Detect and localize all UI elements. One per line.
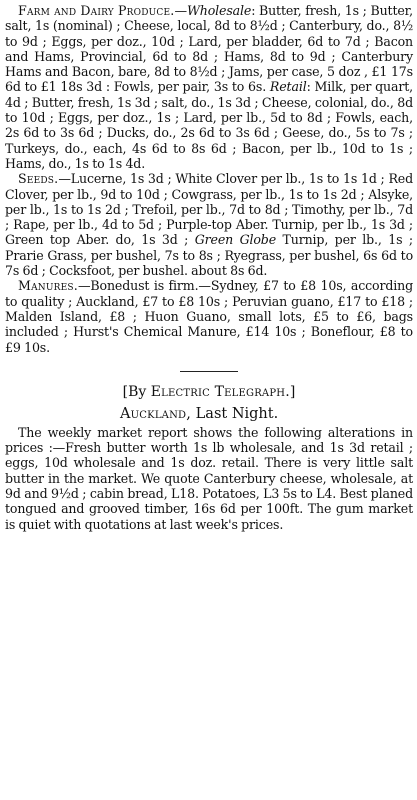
telegraph-title: Electric Telegraph. [150, 383, 290, 400]
farm-retail-prices: : Milk, per quart, 4d ; Butter, fresh, 1s 3d ; salt, do., 1s 3d ; Cheese, colonial, do., 8d to 10d ; Eggs, per doz., 1s ; Lard, per lb., 5d to 8d ; Fowls, each, 2s 6d to 3s 6d ; Ducks, do., 2s 6d to 3s 6d ; Geese, do., 5s to 7s ; Turkeys, do., each, 4s 6d to 8s 6d ; Bacon, per lb., 10d to 1s ; Hams, do., 1s to 1s 4d. [5, 79, 413, 171]
dateline-place: Auckland, [120, 405, 192, 422]
farm-dairy-heading: Farm and Dairy Produce. [18, 3, 175, 18]
telegraph-close: ] [289, 383, 296, 400]
seeds-prices-2: Turnip, per lb., 1s ; Prarie Grass, per bushel, 7s to 8s ; Ryegrass, per bushel, 6s 6d to 7s 6d ; Cocksfoot, per bushel. about 8s 6d. [5, 232, 413, 279]
auckland-dateline [5, 406, 413, 422]
dateline-time: Last Night. [191, 405, 279, 422]
farm-heading-sep: — [174, 3, 187, 18]
seeds-heading: Seeds. [18, 171, 59, 187]
section-divider [180, 371, 238, 372]
manures-paragraph [5, 278, 413, 354]
auckland-report-paragraph: The weekly market report shows the following alterations in prices :—Fresh butter worth 1s lb wholesale, and 1s 3d retail ; eggs, 10d wholesale and 1s doz. retail. There is very little salt butter in the market. We quote Canterbury cheese, wholesale, at 9d and 9½d ; cabin bread, L18. Potatoes, L3 5s to L4. Best planed tongued and grooved timber, 16s 6d per 100ft. The gum market is quiet with quotations at last week's prices. [5, 424, 413, 532]
telegraph-heading [5, 384, 413, 400]
manures-prices: —Bonedust is firm.—Sydney, £7 to £8 10s, according to quality ; Auckland, £7 to £8 10s ; Peruvian guano, £17 to £18 ; Malden Island, £8 ; Huon Guano, small lots, £5 to £6, bags included ; Hurst's Chemical Manure, £14 10s ; Boneflour, £8 to £9 10s. [5, 278, 413, 355]
seeds-prices-1: —Lucerne, 1s 3d ; White Clover per lb., 1s to 1s 1d ; Red Clover, per lb., 9d to 10d ; Cowgrass, per lb., 1s to 1s 2d ; Alsyke, per lb., 1s to 1s 2d ; Trefoil, per lb., 7d to 8d ; Timothy, per lb., 7d ; Rape, per lb., 4d to 5d ; Purple-top Aber. Turnip, per lb., 1s 3d ; Green top Aber. do, 1s 3d ; [5, 171, 413, 248]
telegraph-open: [By [122, 383, 151, 400]
wholesale-label: Wholesale [186, 3, 252, 18]
retail-label: Retail [269, 79, 307, 95]
manures-heading: Manures. [18, 278, 78, 294]
farm-dairy-paragraph [5, 3, 413, 171]
green-globe-label: Green Globe [194, 232, 277, 248]
farm-wholesale-prices: : Butter, fresh, 1s ; Butter, salt, 1s (nominal) ; Cheese, local, 8d to 8½d ; Canterbury, do., 8½ to 9d ; Eggs, per doz., 10d ; Lard, per bladder, 6d to 7d ; Bacon and Hams, Provincial, 6d to 8d ; Hams, 8d to 9d ; Canterbury Hams and Bacon, bare, 8d to 8½d ; Jams, per case, 5 doz , £1 17s 6d to £1 18s 3d : Fowls, per pair, 3s to 6s. [5, 3, 413, 95]
seeds-paragraph [5, 171, 413, 278]
